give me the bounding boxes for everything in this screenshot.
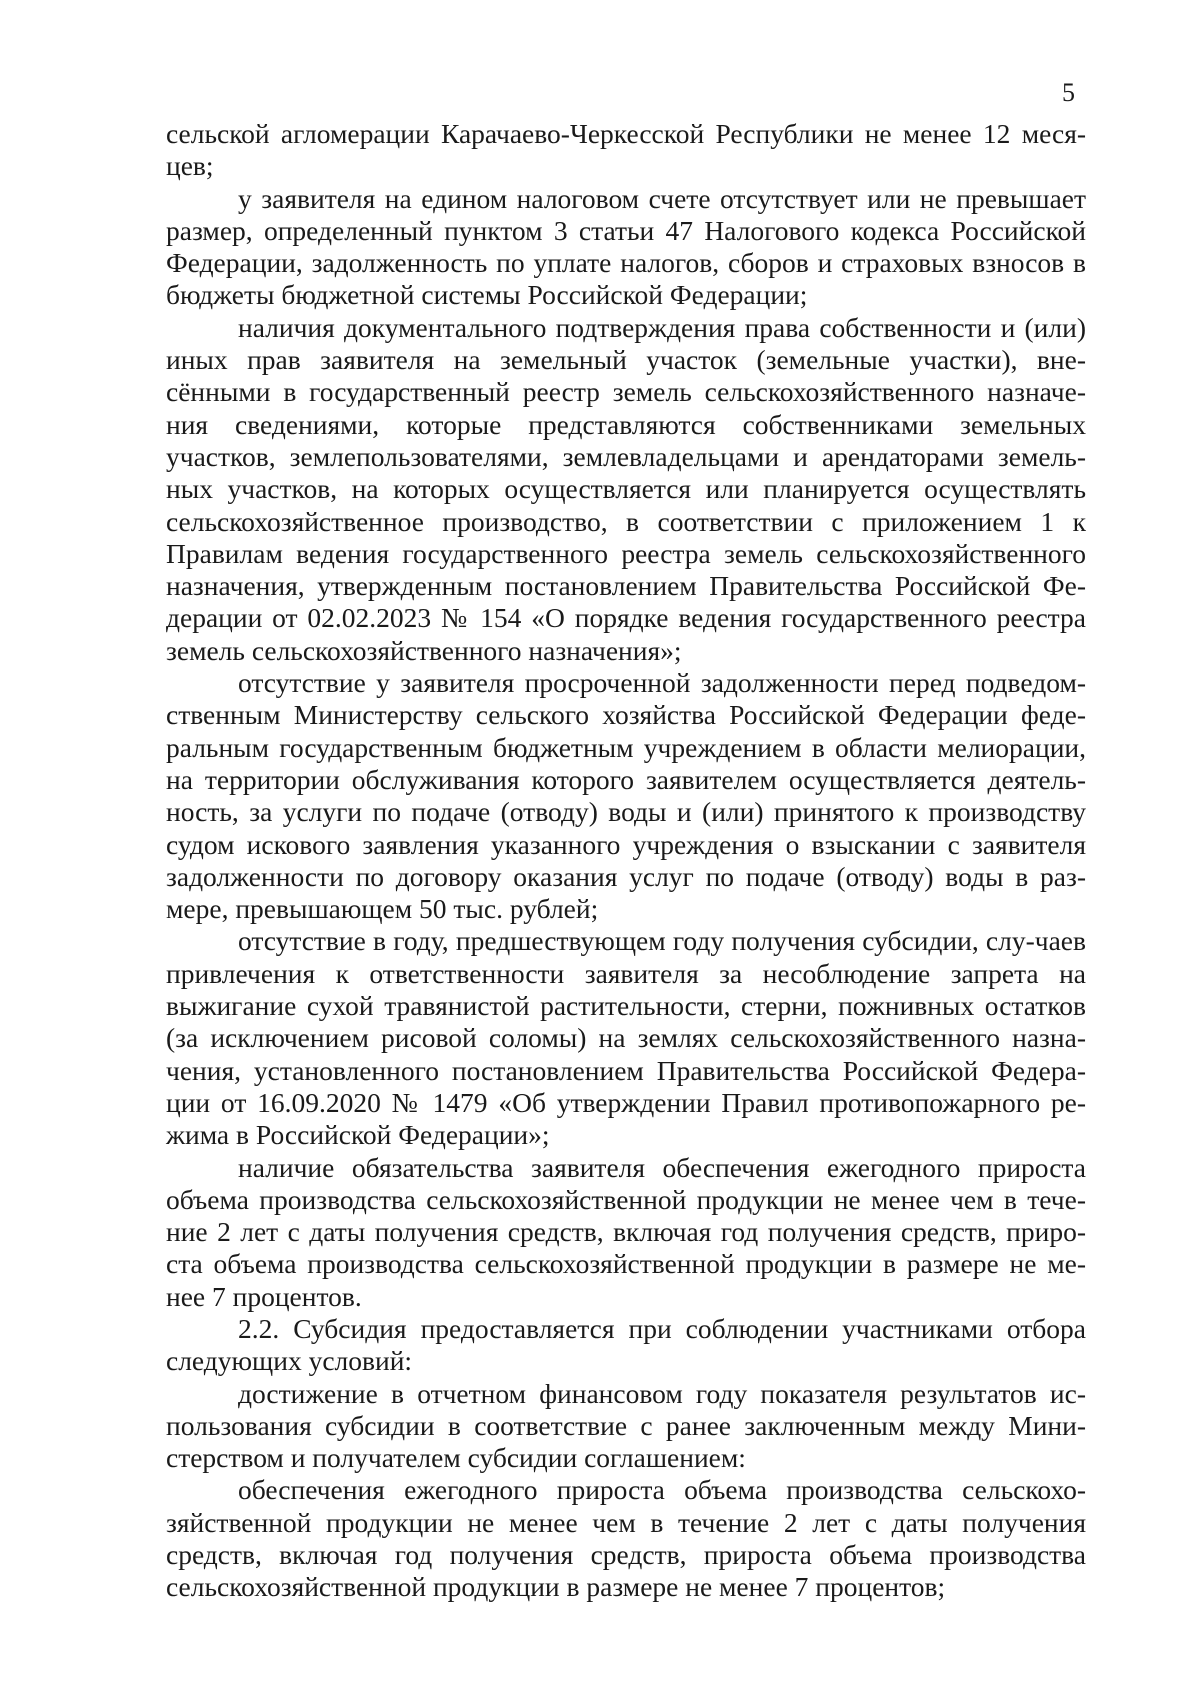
paragraph-burning-ban: отсутствие в году, предшествующем году получения субсидии, слу-чаев привлечения к ответственности заявителя за несоблюдение запрета на выжигание сухой травянистой растительности, стерни, пожнивных остатков (за исключением рисовой соломы) на землях сельскохозяйственного назна-чения, установленного постановлением Правительства Российской Федера-ции от 16.09.2020 № 1479 «Об утверждении Правил противопожарного ре-жима в Российской Федерации»; — [166, 925, 1086, 1151]
document-body — [166, 118, 1086, 1604]
paragraph-continuation: сельской агломерации Карачаево-Черкесской Республики не менее 12 меся-цев; — [166, 118, 1086, 182]
paragraph-annual-growth: обеспечения ежегодного прироста объема производства сельскохо-зяйственной продукции не менее чем в течение 2 лет с даты получения средств, включая год получения средств, прироста объема производства сельскохозяйственной продукции в размере не менее 7 процентов; — [166, 1474, 1086, 1603]
paragraph-production-growth: наличие обязательства заявителя обеспечения ежегодного прироста объема производства сельскохозяйственной продукции не менее чем в тече-ние 2 лет с даты получения средств, включая год получения средств, приро-ста объема производства сельскохозяйственной продукции в размере не ме-нее 7 процентов. — [166, 1151, 1086, 1312]
paragraph-melioration-debt: отсутствие у заявителя просроченной задолженности перед подведом-ственным Министерству сельского хозяйства Российской Федерации феде-ральным государственным бюджетным учреждением в области мелиорации, на территории обслуживания которого заявителем осуществляется деятель-ность, за услуги по подаче (отводу) воды и (или) принятого к производству судом искового заявления указанного учреждения о взыскании с заявителя задолженности по договору оказания услуг по подаче (отводу) воды в раз-мере, превышающем 50 тыс. рублей; — [166, 667, 1086, 925]
paragraph-land-rights: наличия документального подтверждения права собственности и (или) иных прав заявителя на земельный участок (земельные участки), вне-сёнными в государственный реестр земель сельскохозяйственного назначе-ния сведениями, которые представляются собственниками земельных участков, землепользователями, землевладельцами и арендаторами земель-ных участков, на которых осуществляется или планируется осуществлять сельскохозяйственное производство, в соответствии с приложением 1 к Правилам ведения государственного реестра земель сельскохозяйственного назначения, утвержденным постановлением Правительства Российской Фе-дерации от 02.02.2023 № 154 «О порядке ведения государственного реестра земель сельскохозяйственного назначения»; — [166, 311, 1086, 666]
paragraph-section-2-2: 2.2. Субсидия предоставляется при соблюдении участниками отбора следующих условий: — [166, 1312, 1086, 1377]
paragraph-result-indicator: достижение в отчетном финансовом году показателя результатов ис-пользования субсидии в соответствие с ранее заключенным между Мини-стерством и получателем субсидии соглашением: — [166, 1377, 1086, 1474]
paragraph-tax-debt: у заявителя на едином налоговом счете отсутствует или не превышает размер, определенный пунктом 3 статьи 47 Налогового кодекса Российской Федерации, задолженность по уплате налогов, сборов и страховых взносов в бюджеты бюджетной системы Российской Федерации; — [166, 182, 1086, 311]
page-number: 5 — [1062, 78, 1075, 107]
